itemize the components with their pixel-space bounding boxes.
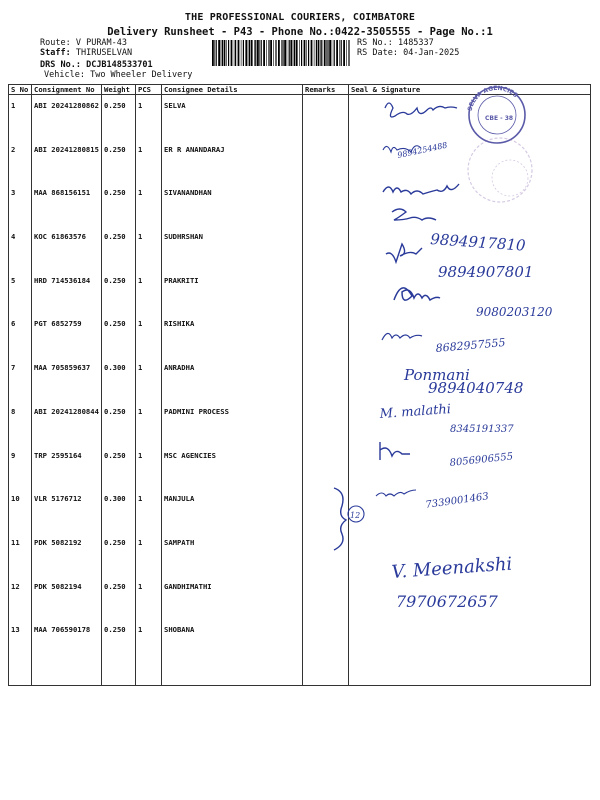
cell-weight: 0.250 — [102, 95, 136, 139]
cell-signature — [349, 619, 591, 686]
table-row — [9, 313, 591, 357]
table-row — [9, 576, 591, 620]
cell-sno: 8 — [9, 401, 32, 445]
cell-weight: 0.250 — [102, 532, 136, 576]
cell-signature — [349, 576, 591, 620]
cell-weight: 0.250 — [102, 226, 136, 270]
table-header-row — [9, 85, 591, 95]
cell-weight: 0.300 — [102, 357, 136, 401]
cell-weight: 0.250 — [102, 401, 136, 445]
cell-weight: 0.300 — [102, 488, 136, 532]
table-row — [9, 139, 591, 183]
cell-remarks — [303, 313, 349, 357]
table-row — [9, 532, 591, 576]
cell-weight: 0.250 — [102, 619, 136, 686]
cell-remarks — [303, 532, 349, 576]
table-row — [9, 182, 591, 226]
drs-value: DCJB148533701 — [86, 60, 153, 70]
hw-row5-phone: 9894917810 — [429, 230, 527, 255]
cell-sno: 7 — [9, 357, 32, 401]
cell-pcs: 1 — [136, 270, 162, 314]
cell-remarks — [303, 357, 349, 401]
stamp-sub: CBE - 38 — [485, 115, 514, 122]
cell-signature — [349, 488, 591, 532]
cell-consignment: ABI 20241280815 — [32, 139, 102, 183]
rs-date-label: RS Date: — [357, 48, 398, 58]
cell-weight: 0.250 — [102, 139, 136, 183]
cell-sno: 3 — [9, 182, 32, 226]
cell-sno: 4 — [9, 226, 32, 270]
cell-pcs: 1 — [136, 95, 162, 139]
cell-signature — [349, 139, 591, 183]
cell-sno: 6 — [9, 313, 32, 357]
col-header-consignment: Consignment No — [32, 85, 102, 95]
cell-consignment: KOC 61863576 — [32, 226, 102, 270]
cell-consignment: TRP 2595164 — [32, 445, 102, 489]
col-header-consignee: Consignee Details — [162, 85, 303, 95]
cell-signature — [349, 313, 591, 357]
table-row — [9, 401, 591, 445]
runsheet-table — [8, 84, 591, 686]
cell-pcs: 1 — [136, 576, 162, 620]
col-header-signature: Seal & Signature — [349, 85, 591, 95]
cell-consignment: PDK 5082192 — [32, 532, 102, 576]
col-header-weight: Weight — [102, 85, 136, 95]
rs-no-label: RS No.: — [357, 38, 393, 48]
cell-pcs: 1 — [136, 182, 162, 226]
cell-consignee: SHOBANA — [162, 619, 303, 686]
cell-consignment: PGT 6852759 — [32, 313, 102, 357]
cell-remarks — [303, 488, 349, 532]
cell-signature — [349, 445, 591, 489]
hw-row13-phone: 7970672657 — [396, 592, 498, 611]
cell-pcs: 1 — [136, 226, 162, 270]
hw-row9-phone: 8345191337 — [450, 424, 514, 435]
cell-consignment: MAA 868156151 — [32, 182, 102, 226]
cell-signature — [349, 270, 591, 314]
cell-sno: 5 — [9, 270, 32, 314]
cell-consignment: HRD 714536184 — [32, 270, 102, 314]
cell-pcs: 1 — [136, 313, 162, 357]
cell-signature — [349, 182, 591, 226]
col-header-remarks: Remarks — [303, 85, 349, 95]
cell-weight: 0.250 — [102, 445, 136, 489]
cell-remarks — [303, 445, 349, 489]
runsheet-subtitle: Delivery Runsheet - P43 - Phone No.:0422-3505555 - Page No.:1 — [107, 26, 493, 38]
col-header-sno: S No — [9, 85, 32, 95]
cell-consignment: ABI 20241280844 — [32, 401, 102, 445]
cell-remarks — [303, 401, 349, 445]
cell-sno: 1 — [9, 95, 32, 139]
cell-weight: 0.250 — [102, 270, 136, 314]
cell-consignee: RISHIKA — [162, 313, 303, 357]
company-title: THE PROFESSIONAL COURIERS, COIMBATORE — [184, 12, 416, 23]
cell-consignee: SUDHRSHAN — [162, 226, 303, 270]
cell-signature — [349, 95, 591, 139]
cell-consignee: PRAKRITI — [162, 270, 303, 314]
stamp-text: SELVA AGENCIES — [466, 84, 519, 112]
cell-pcs: 1 — [136, 139, 162, 183]
cell-weight: 0.250 — [102, 313, 136, 357]
cell-pcs: 1 — [136, 357, 162, 401]
cell-signature — [349, 226, 591, 270]
hw-row8-phone: 9894040748 — [428, 379, 524, 397]
cell-signature — [349, 401, 591, 445]
cell-consignment: VLR 5176712 — [32, 488, 102, 532]
cell-consignment: MAA 705859637 — [32, 357, 102, 401]
cell-consignment: PDK 5082194 — [32, 576, 102, 620]
cell-consignee: MANJULA — [162, 488, 303, 532]
cell-signature — [349, 532, 591, 576]
cell-remarks — [303, 619, 349, 686]
hw-row10-phone: 8056906555 — [449, 451, 514, 469]
cell-remarks — [303, 270, 349, 314]
table-row — [9, 270, 591, 314]
hw-row6-phone2: 9080203120 — [476, 305, 553, 319]
cell-remarks — [303, 139, 349, 183]
cell-pcs: 1 — [136, 401, 162, 445]
cell-remarks — [303, 95, 349, 139]
cell-consignee: SIVANANDHAN — [162, 182, 303, 226]
drs-label: DRS No.: — [40, 60, 81, 70]
hw-row13-name: V. Meenakshi — [390, 553, 513, 583]
hw-row11-phone: 7339001463 — [424, 491, 490, 511]
rs-date-value: 04-Jan-2025 — [403, 48, 460, 58]
cell-pcs: 1 — [136, 488, 162, 532]
table-row — [9, 445, 591, 489]
hw-bracket-mark: 12 — [350, 511, 361, 520]
hw-row6-phone: 9894907801 — [438, 263, 534, 281]
cell-sno: 2 — [9, 139, 32, 183]
hw-row2-phone: 9894254488 — [396, 140, 449, 160]
route-value: V PURAM-43 — [75, 38, 128, 48]
table-row — [9, 619, 591, 686]
cell-sno: 11 — [9, 532, 32, 576]
staff-value: THIRUSELVAN — [75, 48, 133, 58]
vehicle-label: Vehicle: — [44, 70, 85, 80]
table-row — [9, 357, 591, 401]
cell-consignee: PADMINI PROCESS — [162, 401, 303, 445]
table-row — [9, 488, 591, 532]
cell-consignee: MSC AGENCIES — [162, 445, 303, 489]
cell-consignee: GANDHIMATHI — [162, 576, 303, 620]
cell-remarks — [303, 576, 349, 620]
cell-pcs: 1 — [136, 532, 162, 576]
cell-remarks — [303, 182, 349, 226]
col-header-pcs: PCS — [136, 85, 162, 95]
staff-line — [40, 48, 132, 59]
rs-no-value: 1485337 — [397, 38, 434, 48]
cell-consignee: SAMPATH — [162, 532, 303, 576]
hw-row7-phone: 8682957555 — [435, 335, 506, 355]
cell-sno: 10 — [9, 488, 32, 532]
hw-row9-name: M. malathi — [379, 402, 452, 422]
cell-consignment: MAA 706590178 — [32, 619, 102, 686]
vehicle-value: Two Wheeler Delivery — [90, 70, 193, 80]
cell-weight: 0.250 — [102, 576, 136, 620]
rs-date-line — [357, 48, 459, 59]
cell-pcs: 1 — [136, 619, 162, 686]
staff-label: Staff: — [40, 48, 71, 58]
cell-sno: 12 — [9, 576, 32, 620]
cell-signature — [349, 357, 591, 401]
route-label: Route: — [40, 38, 71, 48]
hw-row8-name: Ponmani — [404, 366, 470, 384]
cell-consignee: SELVA — [162, 95, 303, 139]
cell-sno: 13 — [9, 619, 32, 686]
table-row — [9, 95, 591, 139]
cell-consignment: ABI 20241280862 — [32, 95, 102, 139]
cell-pcs: 1 — [136, 445, 162, 489]
table-row — [9, 226, 591, 270]
cell-sno: 9 — [9, 445, 32, 489]
barcode — [212, 40, 352, 66]
cell-weight: 0.250 — [102, 182, 136, 226]
cell-consignee: ANRADHA — [162, 357, 303, 401]
vehicle-line — [44, 70, 192, 81]
cell-consignee: ER R ANANDARAJ — [162, 139, 303, 183]
cell-remarks — [303, 226, 349, 270]
